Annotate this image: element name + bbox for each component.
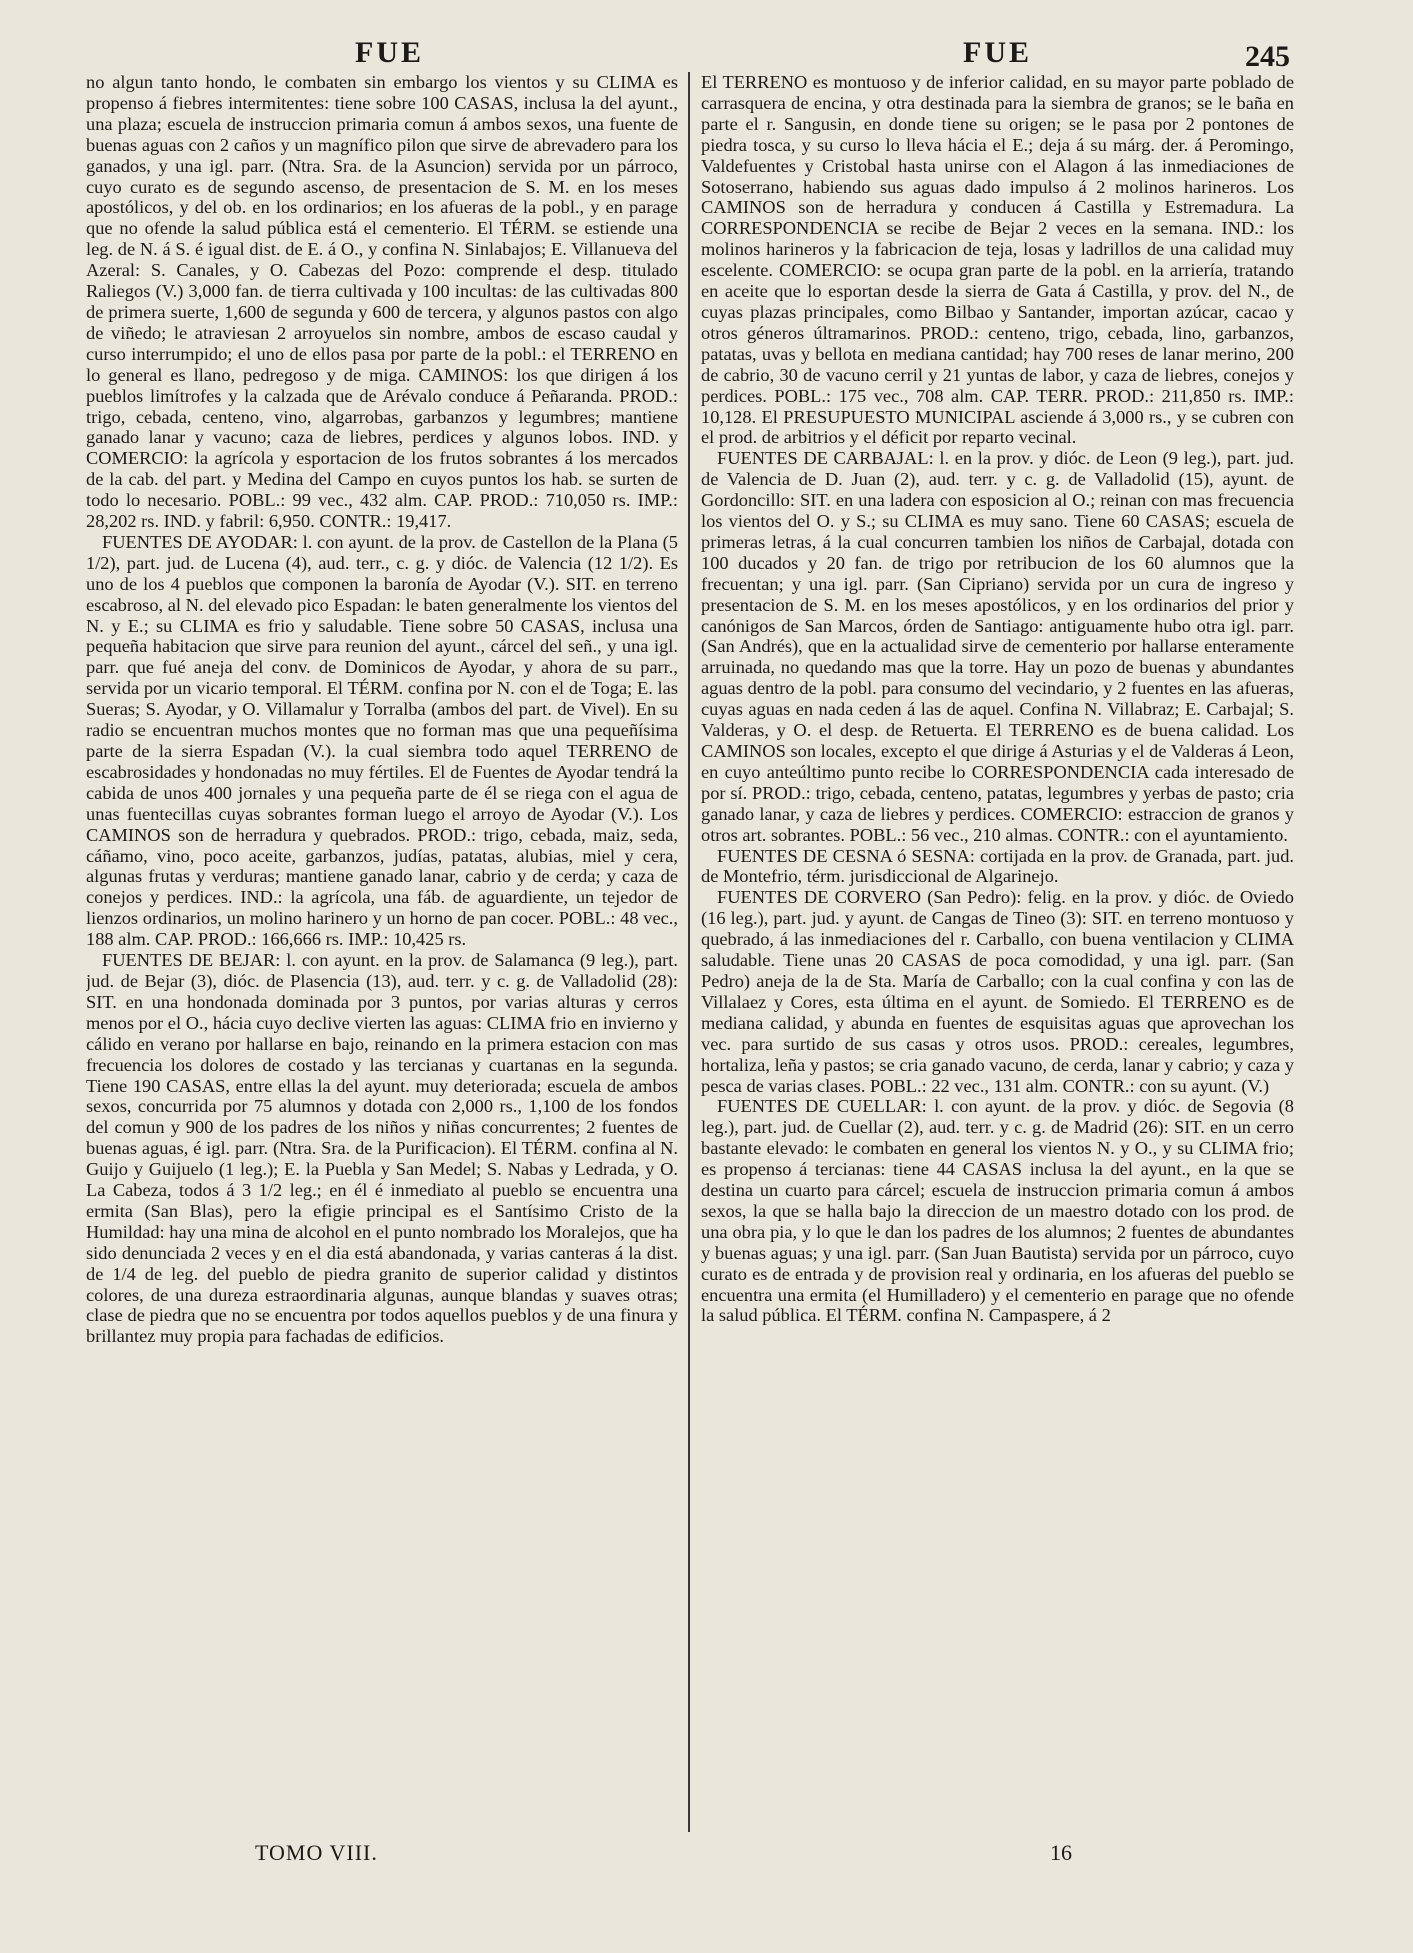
column-divider — [688, 72, 690, 1832]
signature-mark: 16 — [1050, 1840, 1072, 1865]
volume-label: TOMO VIII. — [255, 1840, 378, 1865]
dictionary-entry: FUENTES DE CUELLAR: l. con ayunt. de la prov. y dióc. de Segovia (8 leg.), part. jud. de Cuellar (2), aud. terr. y c. g. de Madrid (26): SIT. en un cerro bastante elevado: le combaten en general los vientos N. y O., y su CLIMA frio; es propenso á tercianas: tiene 44 CASAS inclusa la del ayunt., en la que se destina un cuarto para cárcel; escuela de instruccion primaria comun á ambos sexos, la que se halla bajo la direccion de un maestro dotado con los prod. de una obra pia, y lo que le dan los padres de los alumnos; 2 fuentes de abundantes y buenas aguas; y una igl. parr. (San Juan Bautista) servida por un párroco, cuyo curato es de entrada y de provision real y ordinaria, en los afueras del pueblo se encuentra una ermita (el Humilladero) y el cementerio en parage que no ofende la salud pública. El TÉRM. confina N. Campaspere, á 2 — [701, 1096, 1294, 1326]
left-column — [86, 72, 678, 1842]
dictionary-entry: FUENTES DE CESNA ó SESNA: cortijada en la prov. de Granada, part. jud. de Montefrio, térm. jurisdiccional de Algarinejo. — [701, 845, 1294, 887]
page-number: 245 — [1245, 40, 1290, 73]
text-paragraph: El TERRENO es montuoso y de inferior calidad, en su mayor parte poblado de carrasquera de encina, y otra destinada para la siembra de granos; se le baña en parte el r. Sangusin, en donde tiene su origen; se le pasa por 2 pontones de piedra tosca, y su curso lo lleva hácia el E.; deja á su márg. der. á Peromingo, Valdefuentes y Cristobal hasta unirse con el Alagon á las inmediaciones de Sotoserrano, habiendo sus aguas dado impulso á 2 molinos harineros. Los CAMINOS son de herradura y conducen á Castilla y Estremadura. La CORRESPONDENCIA se recibe de Bejar 2 veces en la semana. IND.: los molinos harineros y la fabricacion de teja, losas y ladrillos de una calidad muy escelente. COMERCIO: se ocupa gran parte de la pobl. en la arriería, tratando en aceite que lo esportan desde la sierra de Gata á Castilla, y prov. del N., de cuyas plazas principales, como Bilbao y Santander, importan azúcar, cacao y otros géneros últramarinos. PROD.: centeno, trigo, cebada, lino, garbanzos, patatas, uvas y bellota en mediana cantidad; hay 700 reses de lanar merino, 200 de cabrio, 30 de vacuno cerril y 21 yuntas de labor, y caza de liebres, conejos y perdices. POBL.: 175 vec., 708 alm. CAP. TERR. PROD.: 211,850 rs. IMP.: 10,128. El PRESUPUESTO MUNICIPAL asciende á 3,000 rs., y se cubren con el prod. de arbitrios y el déficit por reparto vecinal. — [701, 72, 1294, 448]
dictionary-entry: FUENTES DE AYODAR: l. con ayunt. de la prov. de Castellon de la Plana (5 1/2), part. jud. de Lucena (4), aud. terr., c. g. y dióc. de Valencia (12 1/2). Es uno de los 4 pueblos que componen la baronía de Ayodar (V.). SIT. en terreno escabroso, al N. del elevado pico Espadan: le baten generalmente los vientos del N. y E.; su CLIMA es frio y saludable. Tiene sobre 50 CASAS, inclusa una pequeña habitacion que sirve para reunion del ayunt., cárcel del señ., y una igl. parr. que fué aneja del conv. de Dominicos de Ayodar, y ahora de su parr., servida por un vicario temporal. El TÉRM. confina por N. con el de Toga; E. las Sueras; S. Ayodar, y O. Villamalur y Torralba (ambos del part. de Vivel). En su radio se encuentran muchos montes que no forman mas que una pequeñísima parte de la sierra Espadan (V.). la cual siembra todo aquel TERRENO de escabrosidades y hondonadas no muy fértiles. El de Fuentes de Ayodar tendrá la cabida de unos 400 jornales y una pequeña parte de él se riega con el agua de unas fuentecillas cuyas sobrantes forman luego el arroyo de Ayodar (V.). Los CAMINOS son de herradura y quebrados. PROD.: trigo, cebada, maiz, seda, cáñamo, vino, poco aceite, garbanzos, judías, patatas, alubias, miel y cera, algunas frutas y verduras; mantiene ganado lanar, cabrio y de cerda; y caza de conejos y perdices. IND.: la agrícola, una fáb. de aguardiente, un tejedor de lienzos ordinarios, un molino harinero y un horno de pan cocer. POBL.: 48 vec., 188 alm. CAP. PROD.: 166,666 rs. IMP.: 10,425 rs. — [86, 531, 678, 950]
dictionary-entry: FUENTES DE BEJAR: l. con ayunt. en la prov. de Salamanca (9 leg.), part. jud. de Bejar (3), dióc. de Plasencia (13), aud. terr. y c. g. de Valladolid (28): SIT. en una hondonada dominada por 3 puntos, por varias alturas y cerros menos por el O., hácia cuyo declive vierten las aguas: CLIMA frio en invierno y cálido en verano por hallarse en bajo, reinando en la primera estacion con mas frecuencia los dolores de costado y las tercianas y cuartanas en la segunda. Tiene 190 CASAS, entre ellas la del ayunt. muy deteriorada; escuela de ambos sexos, concurrida por 75 alumnos y dotada con 2,000 rs., 1,100 de los fondos del comun y 900 de los padres de los niños y niñas concurrentes; 2 fuentes de buenas aguas, é igl. parr. (Ntra. Sra. de la Purificacion). El TÉRM. confina al N. Guijo y Guijuelo (1 leg.); E. la Puebla y San Medel; S. Nabas y Ledrada, y O. La Cabeza, todos á 3 1/2 leg.; en él é inmediato al pueblo se encuentra una ermita (San Blas), pero la efigie principal es el Santísimo Cristo de la Humildad: hay una mina de alcohol en el punto nombrado los Moralejos, que ha sido denunciada 2 veces y en el dia está abandonada, y varias canteras á la dist. de 1/4 de leg. del pueblo de piedra granito de superior calidad y distintos colores, de una dureza estraordinaria algunas, aunque blandas y suaves otras; clase de piedra que no se encuentra por todos aquellos pueblos y de una finura y brillantez muy propia para fachadas de edificios. — [86, 950, 678, 1347]
dictionary-entry: FUENTES DE CARBAJAL: l. en la prov. y dióc. de Leon (9 leg.), part. jud. de Valencia de D. Juan (2), aud. terr. y c. g. de Valladolid (15), ayunt. de Gordoncillo: SIT. en una ladera con esposicion al O.; reinan con mas frecuencia los vientos del O. y S.; su CLIMA es muy sano. Tiene 60 CASAS; escuela de primeras letras, á la cual concurren tambien los niños de Carbajal, dotada con 100 ducados y 20 fan. de trigo por retribucion de los 60 alumnos que la frecuentan; y una igl. parr. (San Cipriano) servida por un cura de ingreso y presentacion de S. M. en los meses apostólicos, y en los ordinarios del prior y canónigos de San Marcos, órden de Santiago: antiguamente hubo otra igl. parr. (San Andrés), que en la actualidad sirve de cementerio por hallarse enteramente arruinada, no quedando mas que la torre. Hay un pozo de buenas y abundantes aguas dentro de la pobl. para consumo del vecindario, y 2 fuentes en las afueras, cuyas aguas en nada ceden á las de aquel. Confina N. Villabraz; E. Carbajal; S. Valderas, y O. el desp. de Retuerta. El TERRENO es de buena calidad. Los CAMINOS son locales, excepto el que dirige á Asturias y el de Valderas á Leon, en cuyo anteúltimo punto recibe lo CORRESPONDENCIA cada interesado de por sí. PROD.: trigo, cebada, centeno, patatas, legumbres y yerbas de pasto; cria ganado lanar, y caza de liebres y perdices. COMERCIO: estraccion de granos y otros art. sobrantes. POBL.: 56 vec., 210 almas. CONTR.: con el ayuntamiento. — [701, 448, 1294, 845]
dictionary-entry: FUENTES DE CORVERO (San Pedro): felig. en la prov. y dióc. de Oviedo (16 leg.), part. jud. y ayunt. de Cangas de Tineo (3): SIT. en terreno montuoso y quebrado, á las inmediaciones del r. Carballo, con buena ventilacion y CLIMA saludable. Tiene unas 20 CASAS de poca comodidad, y una igl. parr. (San Pedro) aneja de la de Sta. María de Carballo; con la cual confina y con las de Villalaez y Cores, esta última en el ayunt. de Somiedo. El TERRENO es de mediana calidad, y abunda en fuentes de esquisitas aguas que aprovechan los vec. para surtido de sus casas y otros usos. PROD.: cereales, legumbres, hortaliza, leña y pastos; se cria ganado vacuno, de cerda, lanar y cabrio; y caza y pesca de varias clases. POBL.: 22 vec., 131 alm. CONTR.: con su ayunt. (V.) — [701, 887, 1294, 1096]
running-head-left: FUE — [355, 36, 424, 69]
right-column — [701, 72, 1294, 1842]
running-head-right: FUE — [963, 36, 1032, 69]
text-paragraph: no algun tanto hondo, le combaten sin embargo los vientos y su CLIMA es propenso á fiebres intermitentes: tiene sobre 100 CASAS, inclusa la del ayunt., una plaza; escuela de instruccion primaria comun á ambos sexos, una fuente de buenas aguas con 2 caños y un magnífico pilon que sirve de abrevadero para los ganados, y una igl. parr. (Ntra. Sra. de la Asuncion) servida por un párroco, cuyo curato es de segundo ascenso, de presentacion de S. M. en los meses apostólicos, y del ob. en los ordinarios; en los afueras de la pobl., y en parage que no ofende la salud pública está el cementerio. El TÉRM. se estiende una leg. de N. á S. é igual dist. de E. á O., y confina N. Sinlabajos; E. Villanueva del Azeral: S. Canales, y O. Cabezas del Pozo: comprende el desp. titulado Raliegos (V.) 3,000 fan. de tierra cultivada y 100 incultas: de las cultivadas 800 de primera suerte, 1,600 de segunda y 600 de tercera, y algunos pastos con algo de viñedo; le atraviesan 2 arroyuelos sin nombre, ambos de escaso caudal y curso interrumpido; el uno de ellos pasa por parte de la pobl.: el TERRENO en lo general es llano, pedregoso y de miga. CAMINOS: los que dirigen á los pueblos limítrofes y la calzada que de Arévalo conduce á Peñaranda. PROD.: trigo, cebada, centeno, vino, algarrobas, garbanzos y legumbres; mantiene ganado lanar y vacuno; caza de liebres, perdices y algunos lobos. IND. y COMERCIO: la agrícola y esportacion de los frutos sobrantes á los mercados de la cab. del part. y Medina del Campo en cuyos puntos los hab. se surten de todo lo necesario. POBL.: 99 vec., 432 alm. CAP. PROD.: 710,050 rs. IMP.: 28,202 rs. IND. y fabril: 6,950. CONTR.: 19,417. — [86, 72, 678, 532]
